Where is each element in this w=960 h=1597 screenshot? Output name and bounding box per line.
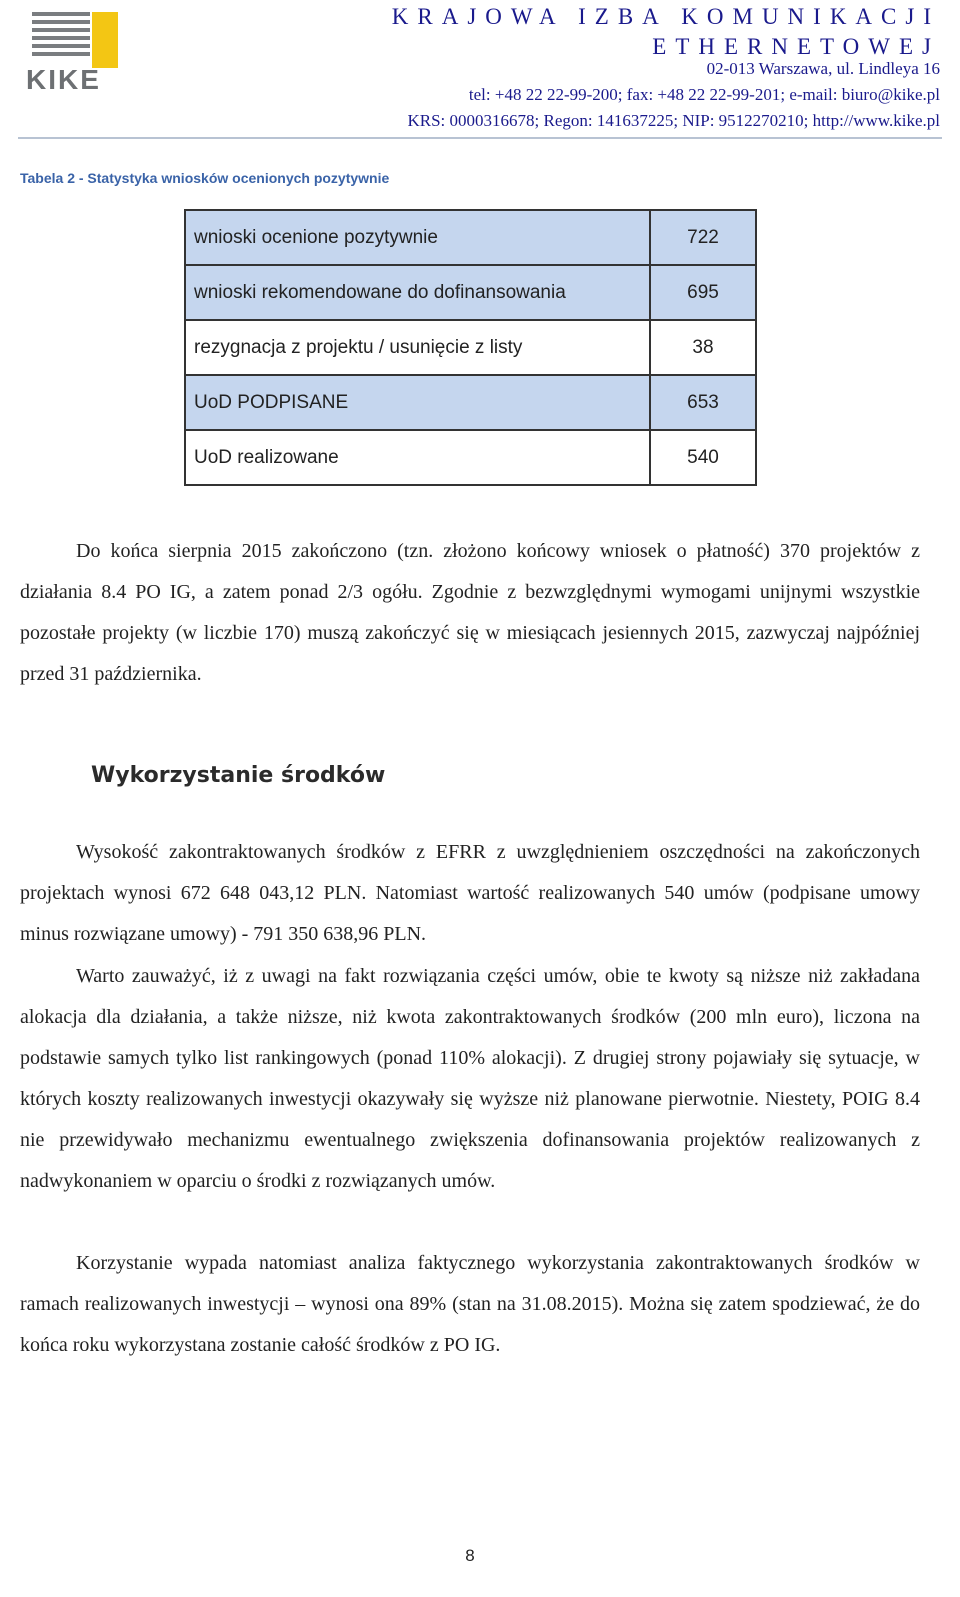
logo-stripe — [32, 52, 90, 56]
table-cell-value: 38 — [650, 320, 756, 375]
logo-stripe — [32, 12, 90, 16]
logo-stripe — [32, 20, 90, 24]
logo-stripe — [32, 36, 90, 40]
table-cell-label: UoD PODPISANE — [185, 375, 650, 430]
paragraph-text: Wysokość zakontraktowanych środków z EFRR z uwzględnieniem oszczędności na zakończonych projektach wynosi 672 648 043,12 PLN. Natomiast wartość realizowanych 540 umów (podpisane umowy minus rozwiązane umowy) - 791 350 638,96 PLN. — [20, 841, 920, 945]
table-cell-value: 695 — [650, 265, 756, 320]
kike-logo — [26, 4, 126, 96]
table-cell-value: 653 — [650, 375, 756, 430]
statistics-table — [184, 209, 757, 486]
logo-stripe — [32, 28, 90, 32]
table-cell-value: 722 — [650, 210, 756, 265]
table-cell-label: UoD realizowane — [185, 430, 650, 485]
header-divider — [18, 137, 942, 139]
table-row — [185, 265, 756, 320]
organization-registry: KRS: 0000316678; Regon: 141637225; NIP: 9512270210; http://www.kike.pl — [407, 111, 940, 130]
organization-name: KRAJOWA IZBA KOMUNIKACJI ETHERNETOWEJ — [391, 4, 940, 59]
table-cell-label: wnioski ocenione pozytywnie — [185, 210, 650, 265]
logo-yellow-block — [92, 12, 118, 68]
section-title: Wykorzystanie środków — [91, 763, 386, 788]
logo-text: KIKE — [26, 64, 101, 95]
table-row — [185, 320, 756, 375]
table-row — [185, 210, 756, 265]
paragraph-completion — [20, 531, 920, 695]
logo-stripe — [32, 44, 90, 48]
table-row — [185, 430, 756, 485]
paragraph-funds — [20, 832, 920, 955]
page-number: 8 — [465, 1546, 475, 1565]
table-caption: Tabela 2 - Statystyka wniosków ocenionych pozytywnie — [20, 170, 390, 186]
paragraph-utilization — [20, 1243, 920, 1366]
paragraph-text: Do końca sierpnia 2015 zakończono (tzn. złożono końcowy wniosek o płatność) 370 projektów z działania 8.4 PO IG, a zatem ponad 2/3 ogółu. Zgodnie z bezwzględnymi wymogami unijnymi wszystkie pozostałe projekty (w liczbie 170) muszą zakończyć się w miesiącach jesiennych 2015, zazwyczaj najpóźniej przed 31 października. — [20, 540, 920, 685]
table-cell-value: 540 — [650, 430, 756, 485]
table-cell-label: rezygnacja z projektu / usunięcie z listy — [185, 320, 650, 375]
paragraph-text: Korzystanie wypada natomiast analiza faktycznego wykorzystania zakontraktowanych środków w ramach realizowanych inwestycji – wynosi ona 89% (stan na 31.08.2015). Można się zatem spodziewać, że do końca roku wykorzystana zostanie całość środków z PO IG. — [20, 1252, 920, 1356]
table-cell-label: wnioski rekomendowane do dofinansowania — [185, 265, 650, 320]
paragraph-text: Warto zauważyć, iż z uwagi na fakt rozwiązania części umów, obie te kwoty są niższe niż zakładana alokacja dla działania, a także niższe, niż kwota zakontraktowanych środków (200 mln euro), liczona na podstawie samych tylko list rankingowych (ponad 110% alokacji). Z drugiej strony pojawiały się sytuacje, w których koszty realizowanych inwestycji okazywały się wyższe niż planowane pierwotnie. Niestety, POIG 8.4 nie przewidywało mechanizmu ewentualnego zwiększenia dofinansowania projektów realizowanych z nadwykonaniem w oparciu o środki z rozwiązanych umów. — [20, 965, 920, 1192]
organization-contact: tel: +48 22 22-99-200; fax: +48 22 22-99-201; e-mail: biuro@kike.pl — [468, 85, 940, 104]
paragraph-contracts — [20, 956, 920, 1202]
organization-address: 02-013 Warszawa, ul. Lindleya 16 — [706, 59, 940, 78]
table-row — [185, 375, 756, 430]
